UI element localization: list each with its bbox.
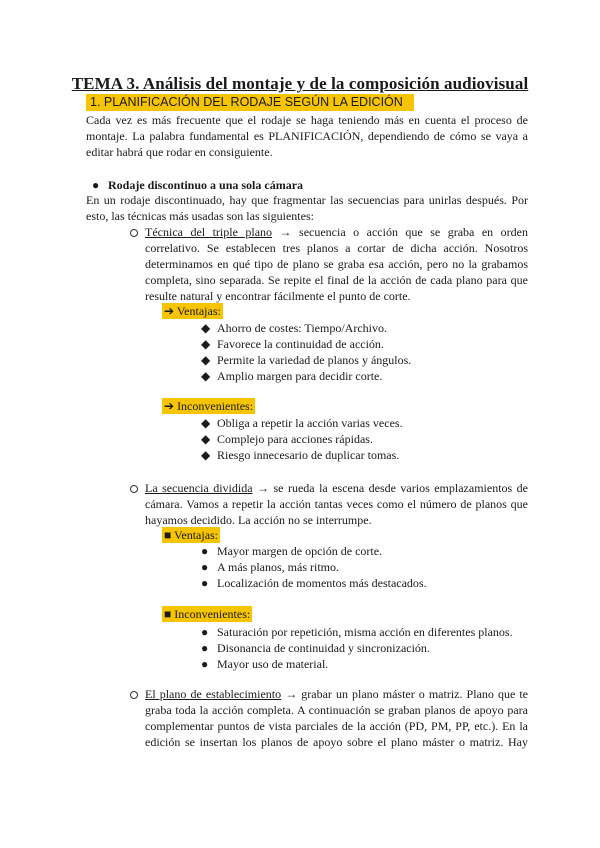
list-item: A más planos, más ritmo.	[217, 560, 339, 574]
technique1-pros-label-text: Ventajas:	[176, 304, 221, 318]
list-item: Localización de momentos más destacados.	[217, 576, 427, 590]
bullet-icon: ●	[92, 178, 100, 192]
intro-paragraph: Cada vez es más frecuente que el rodaje se haga teniendo más en cuenta el proceso de montaje. La palabra fundamental es PLANIFICACIÓN, dependiendo de cómo se vaya a editar habrá que rodar en consiguiente.	[86, 113, 528, 159]
bullet-icon: ●	[201, 641, 209, 655]
technique3-name: El plano de establecimiento	[145, 687, 282, 701]
technique1-text: → secuencia o acción que se graba en orden correlativo. Se establecen tres planos a cortar de dicha acción. Nosotros determinamos en qué tipo de plano se graba esa acción, pero no la grabamos completa, sino separada. Se repite el final de la acción de cada plano para que resulte natural y encontrar fácilmente el punto de corte.	[145, 225, 528, 303]
technique1-name: Técnica del triple plano	[145, 225, 273, 239]
technique1-paragraph	[145, 224, 528, 304]
technique2-cons-label	[162, 606, 252, 622]
technique2-paragraph	[145, 480, 528, 528]
list-item: Obliga a repetir la acción varias veces.	[217, 416, 403, 430]
list-item: Complejo para acciones rápidas.	[217, 432, 373, 446]
technique2-name: La secuencia dividida	[145, 481, 253, 495]
circle-bullet-icon	[130, 485, 138, 493]
technique2-text: → se rueda la escena desde varios emplazamientos de cámara. Vamos a repetir la acción tantas veces como el número de planos que hayamos decidido. La acción no se interrumpe.	[145, 481, 528, 527]
list-item: Mayor margen de opción de corte.	[217, 544, 383, 558]
technique1-pros-label	[162, 303, 223, 319]
technique2-pros-label-text: Ventajas:	[174, 528, 219, 542]
square-bullet-icon: ■	[164, 607, 175, 621]
bullet-icon: ●	[201, 576, 209, 590]
technique2-cons-label-text: Inconvenientes:	[174, 607, 251, 621]
square-bullet-icon: ■	[164, 528, 175, 542]
main-paragraph: En un rodaje discontinuado, hay que fragmentar las secuencias para unirlas después. Por esto, las técnicas más usadas son las siguientes:	[86, 193, 528, 223]
list-item: Saturación por repetición, misma acción en diferentes planos.	[217, 625, 513, 639]
arrow-right-icon: ➔	[164, 304, 177, 318]
main-bullet-heading: Rodaje discontinuo a una sola cámara	[108, 178, 304, 192]
list-item: Mayor uso de material.	[217, 657, 329, 671]
technique1-cons-label-text: Inconvenientes:	[177, 399, 254, 413]
circle-bullet-icon	[130, 691, 138, 699]
diamond-icon: ◆	[201, 353, 211, 367]
arrow-right-icon: ➔	[164, 399, 178, 413]
list-item: Favorece la continuidad de acción.	[217, 337, 384, 351]
technique3-paragraph	[145, 686, 528, 750]
diamond-icon: ◆	[201, 432, 211, 446]
bullet-icon: ●	[201, 625, 209, 639]
list-item: Riesgo innecesario de duplicar tomas.	[217, 448, 400, 462]
bullet-icon: ●	[201, 544, 209, 558]
technique1-cons-label	[162, 398, 255, 414]
circle-bullet-icon	[130, 229, 138, 237]
list-item: Disonancia de continuidad y sincronización.	[217, 641, 430, 655]
bullet-icon: ●	[201, 560, 209, 574]
list-item: Ahorro de costes: Tiempo/Archivo.	[217, 321, 387, 335]
section-heading: 1. PLANIFICACIÓN DEL RODAJE SEGÚN LA EDICIÓN	[86, 94, 414, 111]
diamond-icon: ◆	[201, 369, 211, 383]
diamond-icon: ◆	[201, 416, 211, 430]
bullet-icon: ●	[201, 657, 209, 671]
technique3-text: → grabar un plano máster o matriz. Plano que te graba toda la acción completa. A continuación se graban planos de apoyo para complementar puntos de vista parciales de la acción (PD, PM, PP, etc.). En la edición se insertan los planos de apoyo sobre el plano máster o matriz. Hay	[145, 687, 528, 749]
list-item: Permite la variedad de planos y ángulos.	[217, 353, 412, 367]
page-title: TEMA 3. Análisis del montaje y de la composición audiovisual	[71, 74, 529, 93]
technique2-pros-label	[162, 527, 220, 543]
diamond-icon: ◆	[201, 448, 211, 462]
diamond-icon: ◆	[201, 321, 211, 335]
diamond-icon: ◆	[201, 337, 211, 351]
list-item: Amplio margen para decidir corte.	[217, 369, 383, 383]
